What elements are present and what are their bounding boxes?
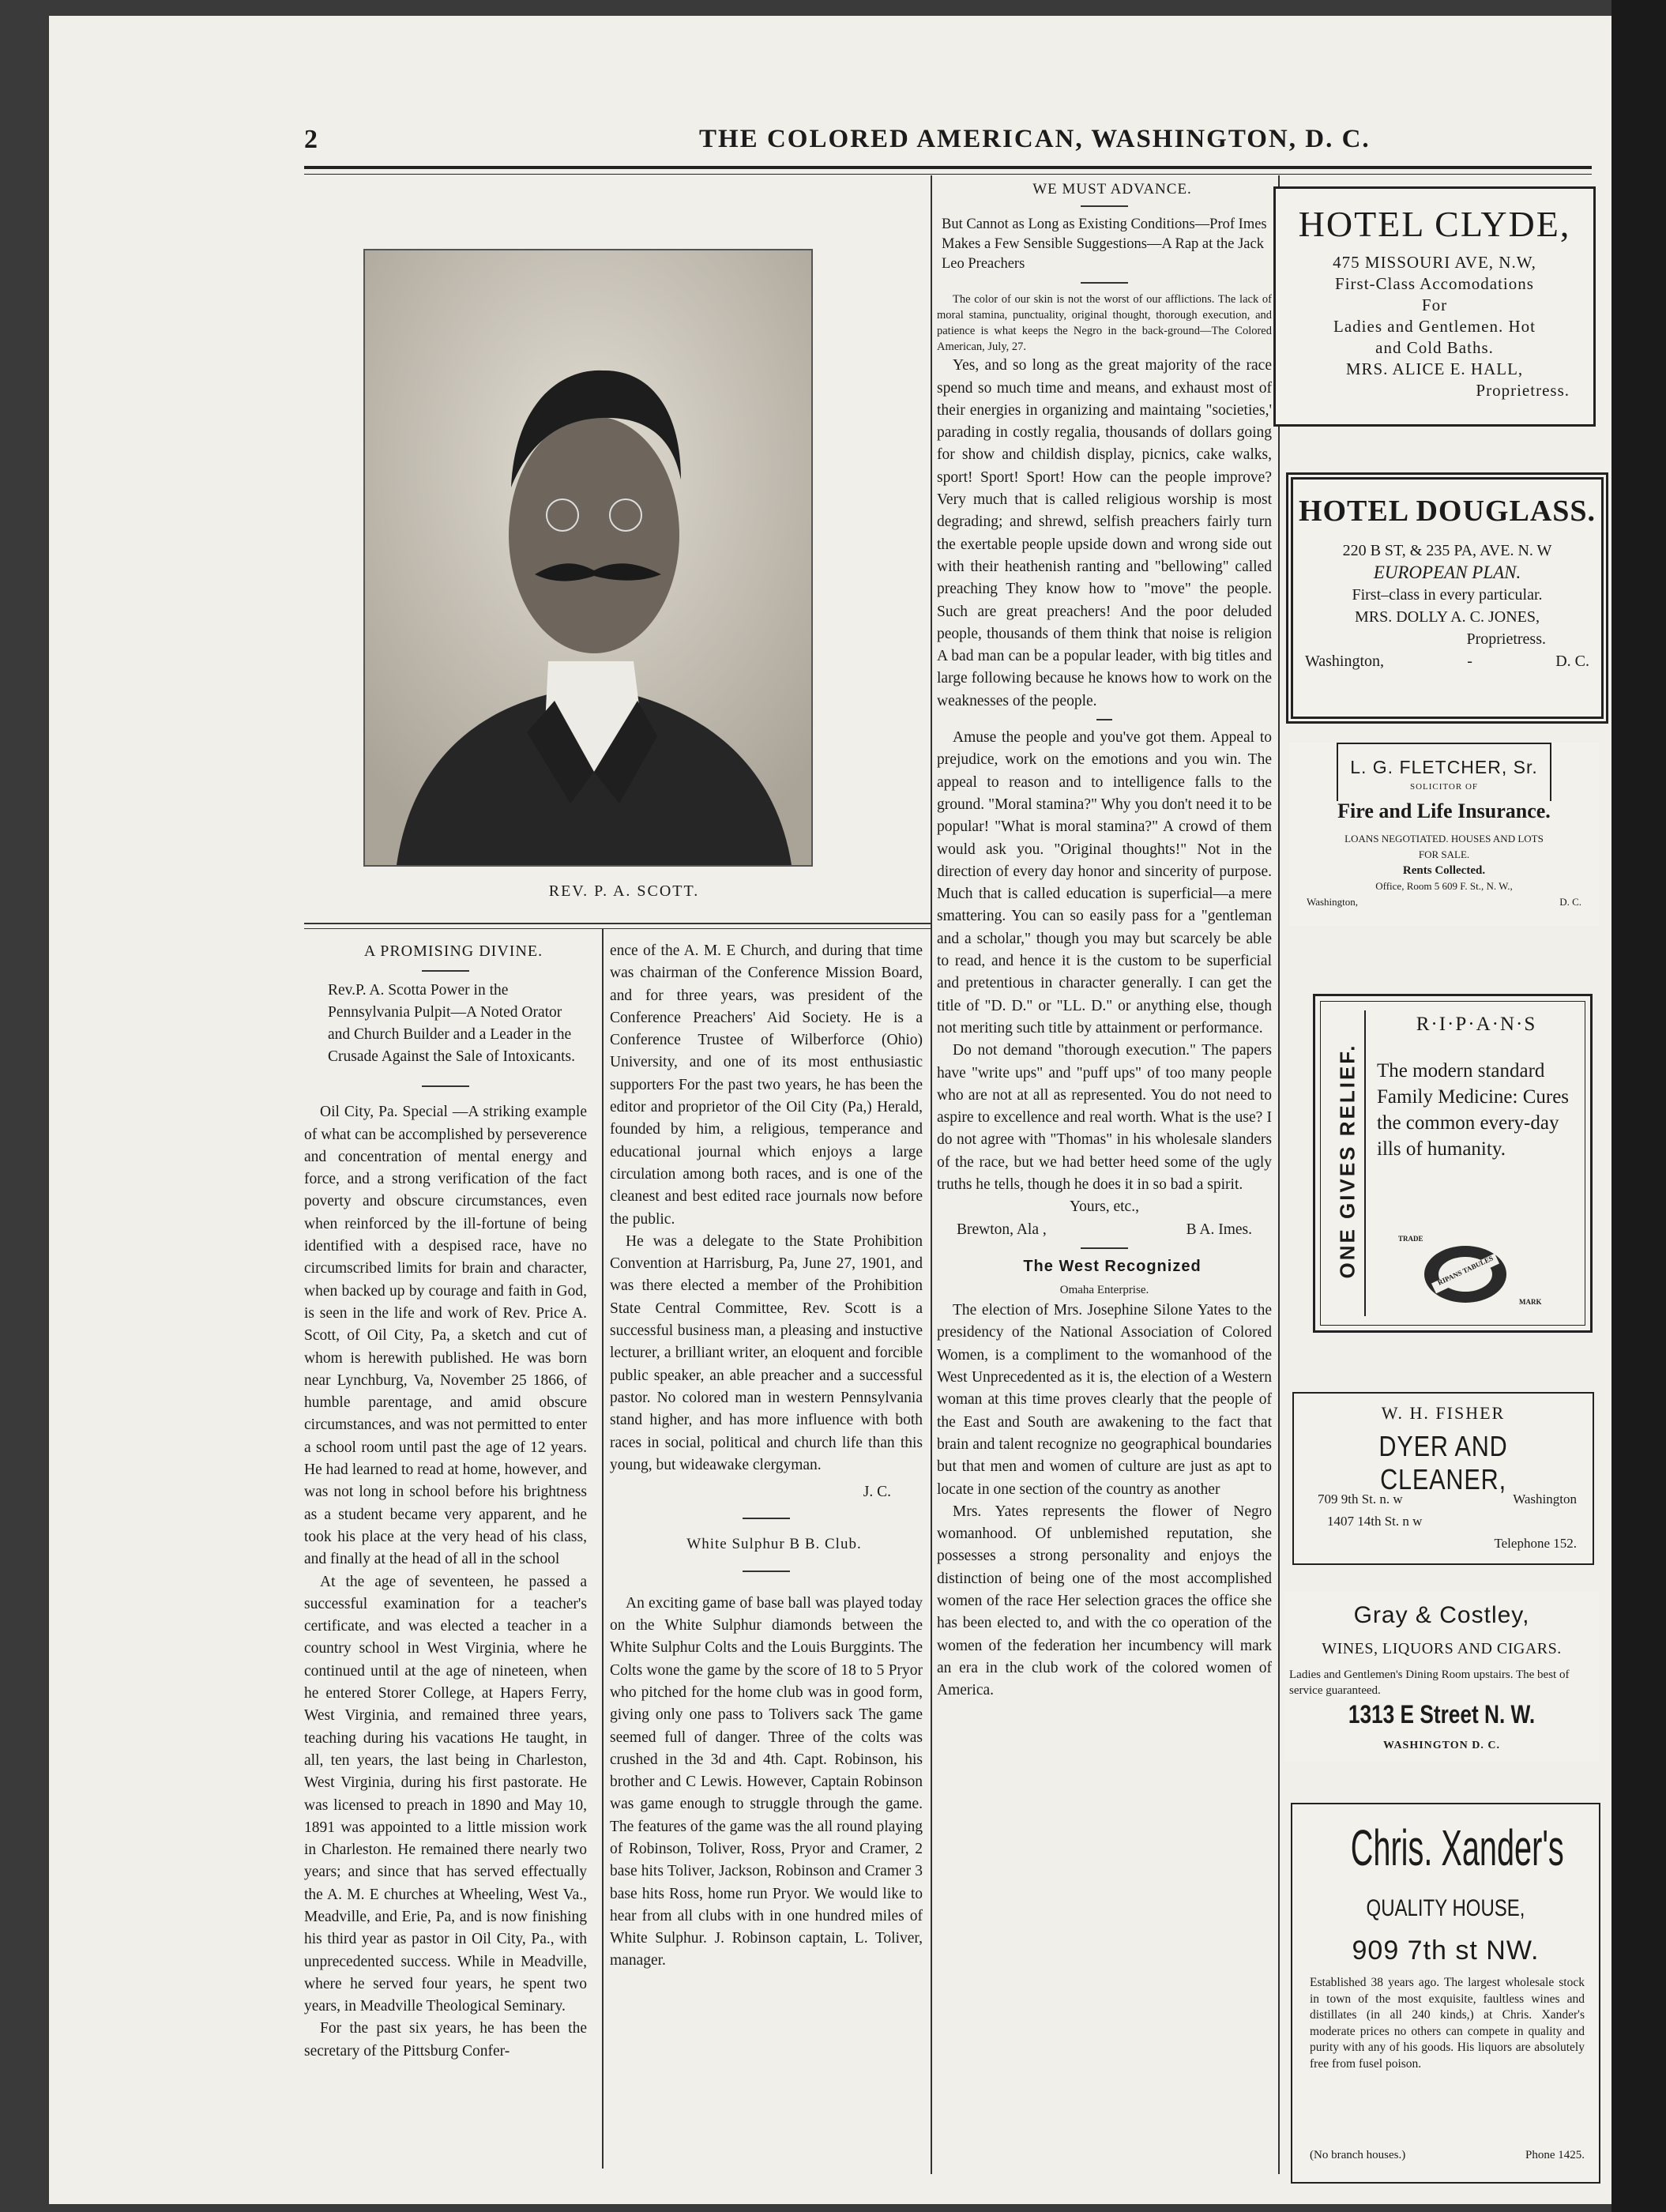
deck-rule — [1081, 282, 1128, 284]
ad-owner: MRS. DOLLY A. C. JONES, — [1355, 608, 1540, 626]
article-deck: Rev.P. A. Scotta Power in the Pennsylvania Pulpit—A Noted Orator and Church Builder and a Leader in the Crusade Against the Sale of Intoxicants. — [328, 982, 576, 1066]
ad-address: 709 9th St. n. w — [1318, 1492, 1403, 1507]
ad-title: W. H. FISHER — [1381, 1403, 1506, 1423]
article-promising-divine — [304, 940, 587, 2063]
ad-fisher-dyer — [1292, 1392, 1594, 1565]
page-header — [304, 118, 1592, 166]
ad-body — [1289, 831, 1599, 910]
ad-line: LOANS NEGOTIATED. HOUSES AND LOTS — [1344, 833, 1544, 845]
article-paragraph: He was a delegate to the State Prohibition Convention at Harrisburg, Pa, June 27, 1901, and was there elected a member of the Prohibition State Central Committee, Rev. Scott is a successful business man, a pleasing and instuctive lecturer, a brilliant writer, an eloquent and forcible public speaker, an able preacher and a successful pastor. No colored man in western Pennsylvania stand higher, and has more influence with both races in social, political and church life than this young, but wideawake clergyman. — [610, 1232, 923, 1473]
article-paragraph: For the past six years, he has been the secretary of the Pittsburg Confer- — [304, 2020, 587, 2060]
column-divider — [602, 928, 604, 2169]
article-rule — [1081, 1247, 1128, 1249]
ad-line: Ladies and Gentlemen's Dining Room upstairs. The best of service guaranteed. — [1289, 1668, 1570, 1697]
ad-title: Chris. Xander's — [1350, 1819, 1564, 1876]
ad-address-line — [1318, 1488, 1577, 1510]
article-rule — [743, 1518, 790, 1519]
article-headline: A PROMISING DIVINE. — [363, 942, 543, 960]
ad-main: Fire and Life Insurance. — [1337, 799, 1551, 822]
ad-body: Established 38 years ago. The largest wholesale stock in town of the most exquisite, faultless wines and distillates (in all 240 kinds,) at Chris. Xander's moderate prices no others can compete in quality and purity with any of his goods. His liquors are absolutely free from fusel poison. — [1310, 1976, 1585, 2071]
ad-phone: Telephone 152. — [1494, 1536, 1577, 1551]
article-deck: But Cannot as Long as Existing Conditions—Prof Imes Makes a Few Sensible Suggestions—A Rap at the Jack Leo Preachers — [942, 216, 1267, 273]
ad-fletcher-insurance — [1289, 743, 1599, 926]
ad-address: 1313 E Street N. W. — [1348, 1700, 1536, 1729]
ad-owner-title: Proprietress. — [1466, 630, 1546, 648]
ad-plan: EUROPEAN PLAN. — [1373, 562, 1521, 582]
article-paragraph: An exciting game of base ball was played today on the White Sulphur diamonds between the White Sulphur Colts and the Louis Burggints. The Colts wone the game by the score of 18 to 5 Pryor who pitched for the home club was in good form, giving only one pass to Tolivers sack The game seemed full of danger. Three of the colts was crushed in the 3d and 4th. Capt. Robinson, his brother and C Lewis. However, Captain Robinson was game enough to struggle through the game. The features of the game was the all round playing of Robinson, Toliver, Ross, Pryor and Cramer, 2 base hits Toliver, Jackson, Robinson and Cramer 3 base hits Ross, home run Pryor. We would like to hear from all clubs with in one hundred miles of White Sulphur. J. Robinson captain, L. Toliver, manager. — [610, 1594, 923, 1969]
byline-place: Brewton, Ala , — [957, 1221, 1047, 1238]
ad-body — [1276, 252, 1593, 401]
ad-phone: Phone 1425. — [1525, 2149, 1585, 2161]
ad-city-line — [1289, 894, 1599, 910]
article-paragraph: The election of Mrs. Josephine Silone Yates to the presidency of the National Association of Colored Women, is a compliment to the womanhood of the West Unprecedented as it is, the election of a Western woman at this time proves clearly that the people of the East and South are awakening to the fact that brain and talent recognize no geographical boundaries but that men and women of culture are just as apt to locate in one section of the country as another — [937, 1302, 1272, 1498]
ad-address: 475 MISSOURI AVE, N.W, — [1333, 253, 1536, 272]
ad-gray-costley — [1284, 1591, 1599, 1762]
ad-line: First–class in every particular. — [1352, 586, 1543, 604]
ad-side-text: ONE GIVES RELIEF. — [1335, 1043, 1360, 1279]
ad-body — [1318, 1488, 1577, 1555]
ad-line: First-Class Accomodations — [1335, 274, 1534, 293]
ad-city: Washington, — [1305, 653, 1385, 670]
ad-main: DYER AND CLEANER, — [1378, 1430, 1508, 1495]
portrait-photo — [363, 249, 813, 867]
article-paragraph: Amuse the people and you've got them. Appeal to prejudice, work on the emotions and you win. The appeal to reason and to intelligence falls to the ground. "Moral stamina?" Why you don't need it to be popular! "What is moral stamina?" A crowd of them would ask you. "Original thoughts!" Not in the direction of every day honor and sincerity of purpose. Much that is called education is superficial—a mere smattering. You can so easily pass for a "gentleman and a scholar," though you may but scarcely be able to read, and hence it is the custom to be superficial and pretentious in character generally. I can get the title of "D. D." or "LL. D." or anything else, though not meriting such title by attainment or performance. — [937, 729, 1272, 1036]
article-headline: WE MUST ADVANCE. — [1032, 181, 1192, 198]
article-closing: Yours, etc., — [1070, 1198, 1139, 1216]
ad-title: HOTEL DOUGLASS. — [1298, 495, 1596, 528]
headline-rule — [743, 1571, 790, 1572]
article-signature: J. C. — [863, 1484, 891, 1501]
ad-owner-title: Proprietress. — [1476, 381, 1570, 400]
article-source: Omaha Enterprise. — [1059, 1284, 1149, 1297]
portrait-illustration — [365, 250, 811, 865]
ad-sub: QUALITY HOUSE, — [1366, 1895, 1525, 1921]
column-divider — [931, 175, 932, 2174]
masthead: THE COLORED AMERICAN, WASHINGTON, D. C. — [699, 125, 1371, 153]
article-promising-divine-continued — [610, 940, 923, 1973]
ad-title: L. G. FLETCHER, Sr. — [1350, 757, 1538, 777]
ad-title: HOTEL CLYDE, — [1298, 204, 1571, 244]
ad-mark: MARK — [1519, 1298, 1542, 1306]
ad-footer — [1310, 2149, 1585, 2162]
ad-line: Ladies and Gentlemen. Hot — [1333, 317, 1536, 336]
portrait-caption: REV. P. A. SCOTT. — [548, 882, 700, 900]
ad-title: R·I·P·A·N·S — [1416, 1014, 1537, 1035]
ad-ripans — [1313, 994, 1593, 1333]
ad-trade: TRADE — [1398, 1235, 1423, 1243]
ad-body: The modern standard Family Medicine: Cures the common every-day ills of humanity. — [1377, 1060, 1570, 1160]
byline-author: B A. Imes. — [1186, 1221, 1252, 1238]
article-paragraph: At the age of seventeen, he passed a successful examination for a teacher's certificate, and was elected a teacher in a country school in West Virginia, where he continued until at the age of nineteen, when he entered Storer College, at Hapers Ferry, West Virginia, and remained three years, teaching during his vacations He taught, in all, ten years, the last being in Charleston, West Virginia, during his first pastorate. He was licensed to preach in 1890 and May 10, 1891 was appointed to a little mission work in Charleston. He remained there nearly two years; and since that has served effectually the A. M. E churches at Wheeling, West Va., Meadville, and Erie, Pa, and is now finishing his third year as pastor in Oil City, Pa., with unprecedented success. While in Meadville, where he served four years, he spent two years, in Meadville Theological Seminary. — [304, 1573, 587, 2015]
portrait-rule — [304, 923, 931, 924]
ad-address: 909 7th st NW. — [1352, 1936, 1540, 1966]
ad-side-panel — [1328, 1010, 1366, 1316]
ad-state: D. C. — [1559, 896, 1581, 908]
article-paragraph: Mrs. Yates represents the flower of Negro womanhood. Of unblemished reputation, she possesses a strong personality and enjoys the distinction of being one of the most accomplished women of the race Her selection graces the office she has been elected to, and with the co operation of the women of the federation her incumbency will mark an era in the club work of the colored women of America. — [937, 1503, 1272, 1699]
ad-line: FOR SALE. — [1418, 848, 1470, 860]
column-divider — [1278, 175, 1280, 2174]
article-quote: The color of our skin is not the worst of our afflictions. The lack of moral stamina, punctuality, original thought, thorough execution, and patience is what keeps the Negro in the back-ground—The Colored American, July, 27. — [937, 293, 1272, 354]
portrait-rule-thin — [304, 928, 931, 929]
ad-line: Office, Room 5 609 F. St., N. W., — [1375, 880, 1513, 892]
ad-line: and Cold Baths. — [1375, 338, 1494, 357]
section-dash — [1096, 719, 1112, 720]
headline-rule — [1081, 205, 1128, 207]
page-number: 2 — [304, 125, 318, 154]
ad-line: For — [1421, 295, 1448, 314]
ad-hotel-clyde — [1273, 186, 1596, 427]
ad-body — [1293, 540, 1601, 672]
ad-owner: MRS. ALICE E. HALL, — [1345, 359, 1524, 378]
article-paragraph: Yes, and so long as the great majority of the race spend so much time and means, and exhaust most of their energies in organizing and maintaing "societies,' parading in costly regalia, thousands of dollars going for show and childish display, picnics, cake walks, sport! Sport! Sport! How can the people improve? Very much that is called religious worship is most degrading; and shrewd, selfish preachers fairly turn the exertable people upside down and wrong side out with their heathenish ranting and "bellowing" called preaching They know how to "move" the people. Such are great preachers! And the poor deluded people, thousands of them think that noise is religion A bad man can be a popular leader, with big titles and large following because he knows how to work on the weaknesses of the people. — [937, 357, 1272, 709]
ad-city-line — [1293, 650, 1601, 672]
ad-city: Washington, — [1307, 896, 1359, 908]
article-paragraph: ence of the A. M. E Church, and during that time was chairman of the Conference Mission Board, and for three years, was president of the Conference Preachers' Aid Society. He is a Conference Trustee of Wilberforce (Ohio) University, and one of its most enthusiastic supporters For the past two years, he has been the editor and proprietor of the Oil City (Pa,) Herald, founded by him, a religious, temperance and educational journal which enjoys a large circulation among both races, and is one of the cleanest and best edited race journals now before the public. — [610, 942, 923, 1228]
headline-rule — [422, 970, 469, 972]
ad-main: WINES, LIQUORS AND CIGARS. — [1322, 1640, 1562, 1657]
article-paragraph: Oil City, Pa. Special —A striking example of what can be accomplished by perseverence and concentration of mental energy and force, and a strong verification of the fact poverty and obscure circumstances, even when reinforced by the ill-fortune of being identified with a despised race, have no circumscribed limits for brain and character, when backed up by courage and faith in God, is seen in the life and work of Rev. Price A. Scott, of Oil City, Pa, a sketch and cut of whom is herewith published. He was born near Lynchburg, Va, November 25 1866, of humble parentage, and amid obscure circumstances, and was not permitted to enter a school room until past the age of 12 years. He had learned to read at home, however, and was not long in school before his brightness as a student became very apparent, and he took his place at the very head of his class, and finally at the head of all in the school — [304, 1104, 587, 1568]
book-spine — [1611, 0, 1666, 2212]
ad-city: Washington — [1513, 1492, 1577, 1507]
seal-text: RIPANS TABULES — [1436, 1254, 1495, 1287]
ad-hotel-douglass — [1286, 472, 1608, 724]
ad-address: 220 B ST, & 235 PA, AVE. N. W — [1342, 542, 1552, 559]
header-rule — [304, 166, 1592, 169]
article-paragraph: Do not demand "thorough execution." The papers have "write ups" and "puff ups" of too many people who are not at all as represented. You do not need to aspire to excellence and real worth. What is the use? I do not agree with "Thomas" in his wholesale slanders of the race, but we had better heed some of the ugly truths he tells, though he does it in so bad a spirit. — [937, 1042, 1272, 1193]
ad-title: Gray & Costley, — [1353, 1602, 1530, 1628]
ad-line: Rents Collected. — [1402, 864, 1486, 877]
ad-sub: SOLICITOR OF — [1409, 782, 1479, 792]
ad-city: WASHINGTON D. C. — [1383, 1740, 1500, 1751]
ad-address: 1407 14th St. n w — [1327, 1514, 1423, 1529]
header-rule-thin — [304, 174, 1592, 175]
deck-rule — [422, 1085, 469, 1087]
ad-note: (No branch houses.) — [1310, 2149, 1406, 2161]
article-headline: White Sulphur B B. Club. — [686, 1536, 862, 1553]
ad-state: D. C. — [1555, 653, 1589, 670]
article-byline — [937, 1219, 1272, 1241]
ad-chris-xander — [1291, 1803, 1600, 2184]
ad-dash: - — [1467, 653, 1472, 670]
article-headline: The West Recognized — [1023, 1257, 1202, 1275]
article-we-must-advance — [937, 179, 1272, 1702]
ripans-seal — [1418, 1243, 1513, 1306]
